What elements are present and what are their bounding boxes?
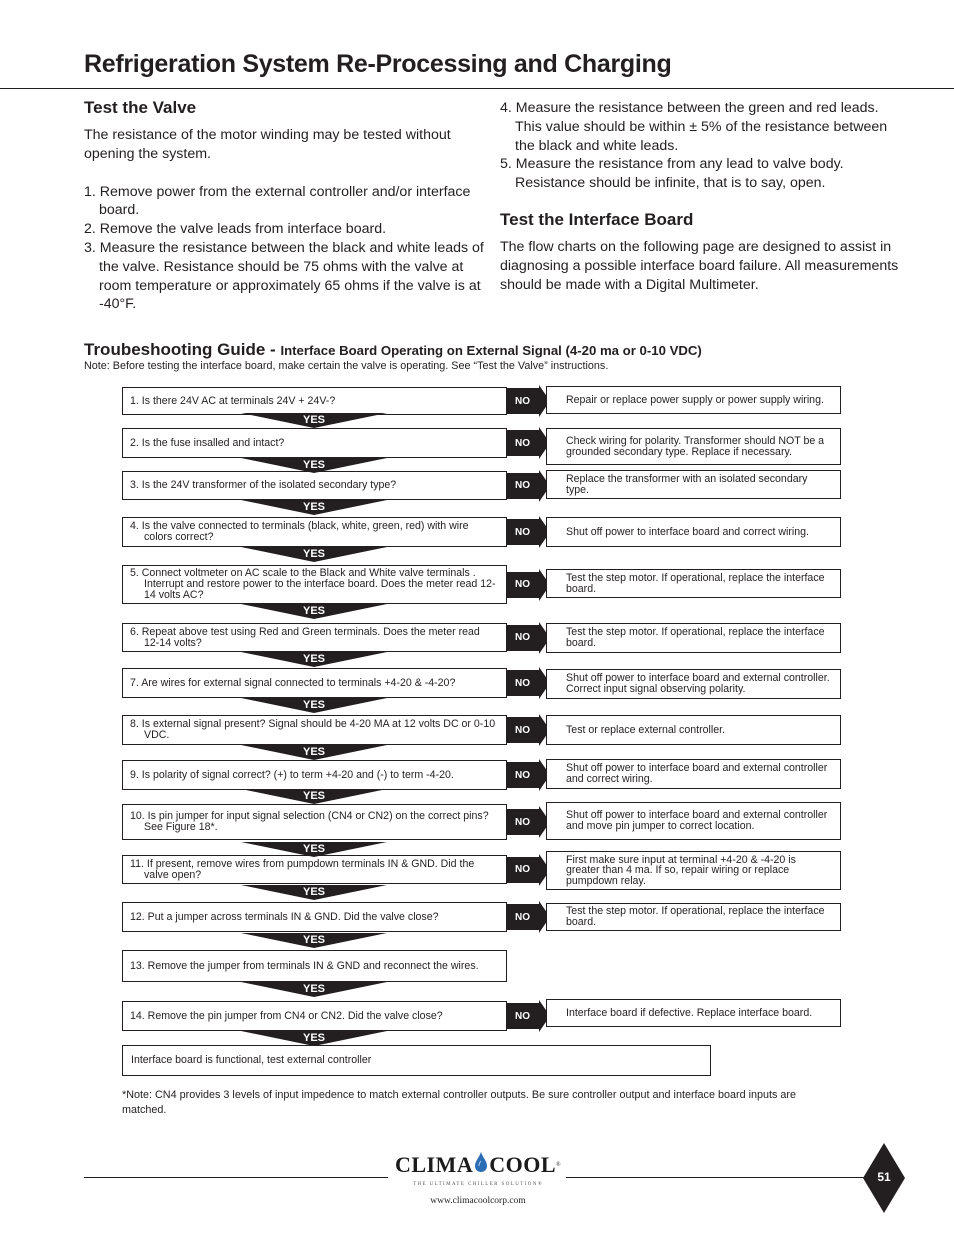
test-valve-step: 1. Remove power from the external controller and/or interface board.	[84, 183, 471, 219]
yes-label: YES	[302, 459, 325, 471]
yes-label: YES	[302, 414, 325, 426]
test-valve-step: 2. Remove the valve leads from interface board.	[84, 221, 387, 238]
test-valve-step: 3. Measure the resistance between the black and white leads of the valve. Resistance should be 75 ohms with the valve at room temperature or approximately 65 ohms if the valve is at -40°F.	[84, 239, 484, 313]
question-text: 9. Is polarity of signal correct? (+) to term +4-20 and (-) to term -4-20.	[130, 768, 454, 781]
question-box	[122, 565, 507, 604]
no-label: NO	[506, 670, 539, 696]
logo-wordmark	[396, 1151, 560, 1179]
question-box	[122, 715, 507, 745]
question-text: 3. Is the 24V transformer of the isolated secondary type?	[130, 479, 397, 491]
test-valve-steps-continued	[500, 99, 902, 193]
yes-label: YES	[302, 886, 325, 898]
test-valve-intro: The resistance of the motor winding may be tested without opening the system.	[84, 127, 451, 162]
action-text: Shut off power to interface board and external controller and correct wiring.	[566, 762, 828, 785]
question-box	[122, 950, 507, 982]
yes-label: YES	[302, 746, 325, 758]
no-label: NO	[506, 809, 539, 835]
footer-url: www.climacoolcorp.com	[430, 1196, 526, 1206]
climacool-logo	[396, 1151, 560, 1206]
question-text: 7. Are wires for external signal connected to terminals +4-20 & -4-20?	[130, 676, 456, 689]
no-label: NO	[506, 519, 539, 545]
troubleshooting-title: Troubeshooting Guide	[84, 340, 266, 359]
yes-label: YES	[302, 653, 325, 665]
question-text: 2. Is the fuse insalled and intact?	[130, 436, 285, 449]
action-box	[546, 470, 841, 499]
yes-label: YES	[302, 548, 325, 560]
no-label: NO	[506, 388, 539, 414]
logo-text-cool: COOL	[489, 1152, 557, 1177]
action-text: Test the step motor. If operational, replace the interface board.	[566, 571, 825, 595]
question-text: 4. Is the valve connected to terminals (black, white, green, red) with wire colors correct?	[130, 520, 469, 543]
yes-label: YES	[302, 1032, 325, 1044]
question-box	[122, 1001, 507, 1031]
action-box	[546, 715, 841, 745]
no-label: NO	[506, 473, 539, 499]
question-box	[122, 760, 507, 790]
question-box	[122, 804, 507, 840]
action-text: Test the step motor. If operational, replace the interface board.	[566, 626, 825, 649]
question-text: 13. Remove the jumper from terminals IN & GND and reconnect the wires.	[130, 959, 479, 972]
action-text: Shut off power to interface board and external controller and move pin jumper to correct location.	[566, 809, 828, 832]
title-divider	[0, 88, 954, 89]
registered-mark: ®	[556, 1162, 562, 1168]
question-text: 6. Repeat above test using Red and Green terminals. Does the meter read 12-14 volts?	[130, 625, 480, 649]
right-column	[500, 99, 902, 294]
question-box	[122, 623, 507, 652]
action-text: First make sure input at terminal +4-20 & -4-20 is greater than 4 ma. If so, repair wiring or replace pumpdown relay.	[566, 853, 796, 887]
question-text: 1. Is there 24V AC at terminals 24V + 24V-?	[130, 394, 336, 407]
action-text: Shut off power to interface board and correct wiring.	[566, 525, 810, 538]
heading-dash: -	[265, 340, 281, 359]
yes-label: YES	[302, 501, 325, 513]
question-text: 14. Remove the pin jumper from CN4 or CN2. Did the valve close?	[130, 1009, 443, 1022]
troubleshooting-note: Note: Before testing the interface board, make certain the valve is operating. See “Test the Valve” instructions.	[84, 360, 609, 372]
question-text: 8. Is external signal present? Signal should be 4-20 MA at 12 volts DC or 0-10 VDC.	[130, 718, 496, 741]
yes-label: YES	[302, 934, 325, 946]
question-text: 12. Put a jumper across terminals IN & GND. Did the valve close?	[130, 910, 439, 923]
test-valve-heading: Test the Valve	[84, 98, 197, 117]
question-box	[122, 855, 507, 884]
action-box	[546, 759, 841, 789]
troubleshooting-subtitle: Interface Board Operating on External Signal (4-20 ma or 0-10 VDC)	[280, 343, 702, 358]
yes-label: YES	[302, 605, 325, 617]
question-box	[122, 668, 507, 698]
question-box	[122, 428, 507, 458]
test-interface-heading: Test the Interface Board	[500, 209, 694, 229]
no-label: NO	[506, 857, 539, 883]
page-number: 51	[877, 1170, 891, 1184]
question-text: 10. Is pin jumper for input signal selection (CN4 or CN2) on the correct pins? See Figure 18*.	[130, 810, 489, 833]
troubleshooting-heading	[84, 340, 702, 360]
action-text: Check wiring for polarity. Transformer should NOT be a grounded secondary type. Replace if necessary.	[566, 434, 825, 458]
no-label: NO	[506, 572, 539, 598]
test-valve-step: 5. Measure the resistance from any lead to valve body. Resistance should be infinite, that is to say, open.	[500, 156, 844, 192]
action-text: Repair or replace power supply or power supply wiring.	[566, 393, 824, 406]
no-label: NO	[506, 1003, 539, 1029]
final-result-text: Interface board is functional, test external controller	[131, 1054, 372, 1066]
action-box	[546, 851, 841, 890]
footer-rule-right	[566, 1177, 864, 1178]
test-valve-steps	[84, 183, 484, 315]
no-label: NO	[506, 762, 539, 788]
water-drop-icon	[474, 1151, 488, 1179]
action-box	[546, 903, 841, 931]
logo-text-clima: CLIMA	[394, 1152, 474, 1177]
footer-rule-left	[84, 1177, 388, 1178]
yes-label: YES	[302, 983, 325, 995]
test-valve-section	[84, 98, 484, 314]
action-box	[546, 999, 841, 1027]
yes-label: YES	[302, 790, 325, 802]
question-text: 5. Connect voltmeter on AC scale to the Black and White valve terminals . Interrupt and restore power to the interface board. Does the meter read 12-14 volts AC?	[130, 567, 496, 601]
action-text: Replace the transformer with an isolated secondary type.	[566, 472, 808, 496]
no-label: NO	[506, 717, 539, 743]
no-label: NO	[506, 625, 539, 651]
action-text: Test the step motor. If operational, replace the interface board.	[566, 905, 825, 928]
action-box	[546, 669, 841, 699]
question-box	[122, 902, 507, 932]
logo-tagline: THE ULTIMATE CHILLER SOLUTION®	[413, 1182, 543, 1187]
question-text: 11. If present, remove wires from pumpdown terminals IN & GND. Did the valve open?	[130, 857, 475, 881]
test-interface-body: The flow charts on the following page are designed to assist in diagnosing a possible interface board failure. All measurements should be made with a Digital Multimeter.	[500, 238, 899, 293]
action-text: Test or replace external controller.	[566, 723, 725, 736]
no-label: NO	[506, 430, 539, 456]
footnote: *Note: CN4 provides 3 levels of input impedence to match external controller outputs. Be sure controller output and interface board inputs are matched.	[122, 1089, 796, 1116]
action-box	[546, 623, 841, 653]
yes-label: YES	[302, 843, 325, 855]
action-box	[546, 386, 841, 414]
action-text: Interface board if defective. Replace interface board.	[566, 1006, 813, 1019]
final-result-box	[122, 1045, 711, 1076]
action-box	[546, 428, 841, 465]
question-box	[122, 517, 507, 547]
test-valve-step: 4. Measure the resistance between the green and red leads. This value should be within ± 5% of the resistance between the black and white leads.	[500, 100, 888, 154]
action-text: Shut off power to interface board and external controller. Correct input signal observing polarity.	[566, 672, 830, 695]
no-label: NO	[506, 904, 539, 930]
page-title: Refrigeration System Re-Processing and Charging	[84, 50, 672, 78]
question-box	[122, 471, 507, 500]
yes-label: YES	[302, 699, 325, 711]
action-box	[546, 517, 841, 547]
action-box	[546, 802, 841, 840]
question-box	[122, 387, 507, 415]
action-box	[546, 569, 841, 598]
